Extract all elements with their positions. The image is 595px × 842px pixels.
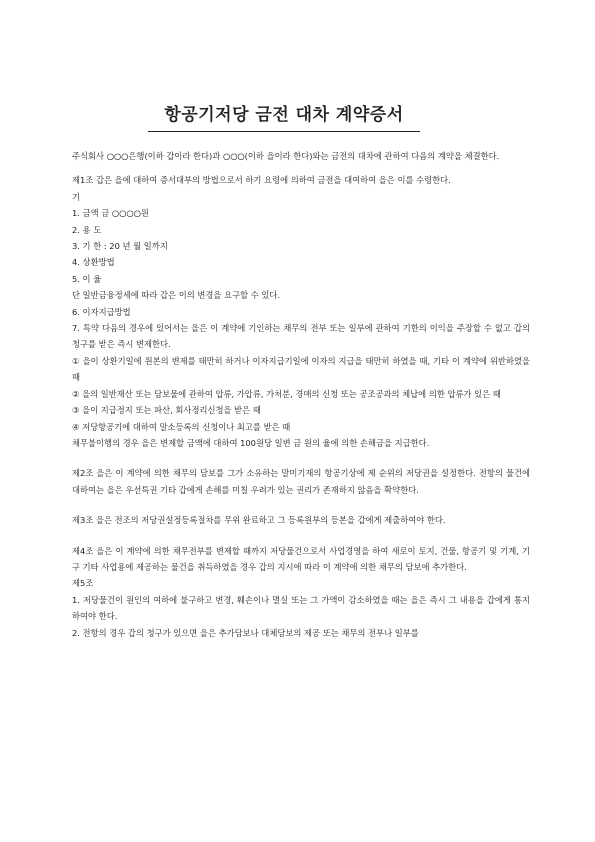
item-interest: 5. 이 율	[72, 273, 102, 284]
special-term-1: ① 을이 상환기일에 원본의 변제를 태만히 하거나 이자지급기일에 이자의 지급을 태만히 하였을 때, 기타 이 계약에 위반하였을 때	[72, 355, 530, 383]
special-term-3: ③ 을이 지급정지 또는 파산, 회사정리신청을 받은 때	[72, 405, 261, 416]
article-1: 제1조 갑은 을에 대하여 증서대부의 방법으로서 하기 요령에 의하여 금전을 대여하여 을은 이를 수령한다.	[72, 175, 451, 186]
article-5-title: 제5조	[72, 578, 94, 589]
item-amount: 1. 금액 금 ○○○○원	[72, 208, 149, 219]
item-repayment: 4. 상환방법	[72, 257, 115, 268]
item-interest-note: 단 일반금융정세에 따라 갑은 이의 변경을 요구할 수 있다.	[72, 290, 281, 301]
article-3: 제3조 을은 전조의 저당권설정등록절차를 무위 완료하고 그 등록원부의 등본을 갑에게 제출하여야 한다.	[72, 515, 446, 526]
intro-paragraph: 주식회사 ○○○은행(이하 갑이라 한다)과 ○○○(이하 을이라 한다)와는 금전의 대차에 관하여 다음의 계약을 체결한다.	[72, 151, 500, 161]
item-special-terms: 7. 특약 다음의 경우에 있어서는 을은 이 계약에 기인하는 채무의 전부 또는 일부에 관하여 기한의 이익을 주장할 수 없고 갑의 청구를 받은 즉시 변제한다.	[72, 323, 530, 350]
item-term: 3. 기 한 : 20 년 월 일까지	[72, 241, 168, 252]
article-4: 제4조 을은 이 계약에 의한 채무전부를 변제할 때까지 저당물건으로서 사업경영을 하여 새로이 토지, 건물, 항공기 및 기계, 기구 기타 사업용에 제공하는 물건을 취득하였을 경우 갑의 지시에 따라 이 계약에 의한 채무의 담보에 추가한다.	[72, 545, 530, 572]
article-5-item-1: 1. 저당물건이 원인의 여하에 불구하고 변경, 훼손이나 멸실 또는 그 가액이 감소하였을 때는 을은 즉시 그 내용을 갑에게 통지하여야 한다.	[72, 594, 530, 622]
item-interest-payment: 6. 이자지급방법	[72, 306, 131, 317]
special-term-4: ④ 저당항공기에 대하여 말소등록의 신청이나 최고를 받은 때	[72, 421, 291, 432]
default-damages: 채무불이행의 경우 을은 변제할 금액에 대하여 100원당 일변 금 원의 율에 의한 손해금을 지급한다.	[72, 437, 430, 448]
special-term-2: ② 을의 일반재산 또는 담보물에 관하여 압류, 가압류, 가처분, 경매의 신청 또는 공조공과의 체납에 의한 압류가 있은 때	[72, 388, 501, 399]
article-2: 제2조 을은 이 계약에 의한 채무의 담보를 그가 소유하는 말미기재의 항공기상에 제 순위의 저당권을 설정한다. 전항의 물건에 대하여는 을은 우선특권 기타 갑에게 손해를 미칠 우려가 있는 권리가 존재하지 않음을 확약한다.	[72, 468, 530, 495]
gi-heading: 기	[72, 191, 81, 202]
document-body	[72, 148, 530, 641]
document-title: 항공기저당 금전 대차 계약증서	[148, 100, 420, 132]
item-purpose: 2. 용 도	[72, 224, 102, 235]
article-5-item-2: 2. 전항의 경우 갑의 청구가 있으면 을은 추가담보나 대체담보의 제공 또는 채무의 전부나 일부를	[72, 627, 419, 638]
